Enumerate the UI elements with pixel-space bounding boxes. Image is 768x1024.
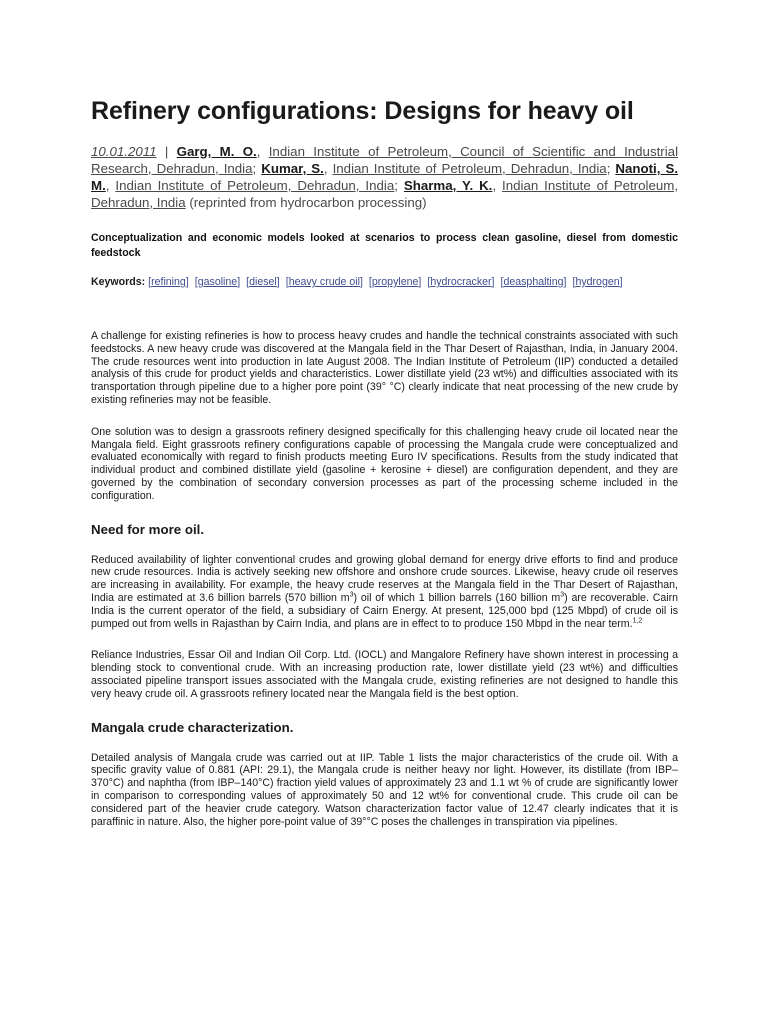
keyword-link[interactable]: [deasphalting] <box>500 276 567 288</box>
paragraph-intro: A challenge for existing refineries is how to process heavy crudes and handle the technical constraints associated with such feedstocks. A new heavy crude was discovered at the Mangala field in the Thar Desert of Rajasthan, India, in January 2004. The crude resources went into production in late August 2008. The Indian Institute of Petroleum (IIP) conducted a detailed analysis of this crude for product yields and characteristics. Lower distillate yield (23 wt%) and difficulties associated with its transportation through pipeline due to a higher pore point (39° °C) clearly indicate that neat processing of the new crude by existing refineries may not be feasible. <box>91 330 678 406</box>
keyword-link[interactable]: [hydrogen] <box>572 276 623 288</box>
section-heading-mangala: Mangala crude characterization. <box>91 719 294 735</box>
reprint-note: (reprinted from hydrocarbon processing) <box>189 195 427 210</box>
author-name[interactable]: Sharma, Y. K. <box>403 178 493 193</box>
keyword-list <box>91 275 678 290</box>
keywords-label: Keywords: <box>91 276 146 288</box>
keyword-link[interactable]: [hydrocracker] <box>427 276 495 288</box>
author-name[interactable]: Nanoti, S. M. <box>91 161 679 193</box>
article-lede: Conceptualization and economic models looked at scenarios to process clean gasoline, diesel from domestic feedstock <box>91 232 678 259</box>
article-title: Refinery configurations: Designs for heavy oil <box>91 97 634 125</box>
author-affiliation[interactable]: Indian Institute of Petroleum, Council of Scientific and Industrial Research, Dehradun, India <box>91 144 679 176</box>
keyword-link[interactable]: [refining] <box>148 276 189 288</box>
footnote-ref: 1,2 <box>632 617 643 625</box>
byline-separator: | <box>156 144 177 159</box>
author-name[interactable]: Garg, M. O. <box>176 144 257 159</box>
keyword-link[interactable]: [heavy crude oil] <box>285 276 363 288</box>
keyword-link[interactable]: [gasoline] <box>194 276 241 288</box>
article <box>91 96 678 847</box>
author-affiliation[interactable]: Indian Institute of Petroleum, Dehradun, India <box>332 161 607 176</box>
paragraph-reserves: Reduced availability of lighter conventional crudes and growing global demand for energy drive efforts to find and produce new crude resources. India is actively seeking new offshore and onshore crude sources. Likewise, heavy crude oil reserves are increasing in availability. For example, the heavy crude reserves at the Mangala field in the Thar Desert of Rajasthan, India are estimated at 3.6 billion barrels (570 billion $m^3$) oil of which 1 billion barrels (160 billion $m^3$) are recoverable. Cairn India is the current operator of the field, a subsidiary of Cairn Energy. At present, 125,000 bpd (125 Mbpd) of crude oil is pumped out from wells in Rajasthan by Cairn India, and plans are in effect to to produce 150 Mbpd in the near term.$^{1,2}$ <box>91 553 679 630</box>
author-affiliation[interactable]: Indian Institute of Petroleum, Dehradun, India <box>115 178 395 193</box>
section-heading-need: Need for more oil. <box>91 521 205 537</box>
paragraph-characterization: Detailed analysis of Mangala crude was carried out at IIP. Table 1 lists the major characteristics of the crude oil. With a specific gravity value of 0.881 (API: 29.1), the Mangala crude is neither heavy nor light. However, its distillate (from IBP–370°C) and naphtha (from IBP–140°C) fraction yield values of approximately 23 and 1.1 wt % of crude are significantly lower in comparison to corresponding values of approximately 50 and 12 wt% for conventional crude. This crude oil can be considered part of the heavier crude category. Watson characterization factor value of 12.47 clearly indicates that it is paraffinic in nature. Also, the higher pore-point value of 39°°C poses the challenges in transpiration via pipelines. <box>91 751 678 828</box>
publish-date[interactable]: 10.01.2011 <box>91 144 157 159</box>
byline: 10.01.2011 | Garg, M. O., Indian Institute of Petroleum, Council of Scientific and Industrial Research, Dehradun, India; Kumar, S., Indian Institute of Petroleum, Dehradun, India; Nanoti, S. M., Indian Institute of Petroleum, Dehradun, India; Sharma, Y. K., Indian Institute of Petroleum, Dehradun, India (reprinted from hydrocarbon processing) <box>91 144 679 210</box>
author-affiliation[interactable]: Indian Institute of Petroleum, Dehradun, India <box>91 178 679 210</box>
paragraph-refineries: Reliance Industries, Essar Oil and Indian Oil Corp. Ltd. (IOCL) and Mangalore Refinery have shown interest in processing a blending stock to conventional crude. With an increasing production rate, lower distillate yield (23 wt%) and difficulties associated pipeline transport issues associated with the Mangala crude, existing refineries are not designed to handle this very heavy crude oil. A grassroots refinery located near the Mangala field is the best option. <box>91 649 678 700</box>
paragraph-solution: One solution was to design a grassroots refinery designed specifically for this challenging heavy crude oil located near the Mangala field. Eight grassroots refinery configurations capable of processing the Mangala crude were conceptualized and evaluated economically with regard to finish products meeting Euro IV specifications. Results from the study indicated that individual product and combined distillate yield (gasoline + kerosine + diesel) are configuration dependent, and they are governed by the combination of secondary conversion processes as part of the processing scheme included in the configuration. <box>91 425 678 502</box>
keyword-link[interactable]: [diesel] <box>246 276 280 288</box>
keyword-link[interactable]: [propylene] <box>368 276 422 288</box>
author-name[interactable]: Kumar, S. <box>261 161 324 176</box>
